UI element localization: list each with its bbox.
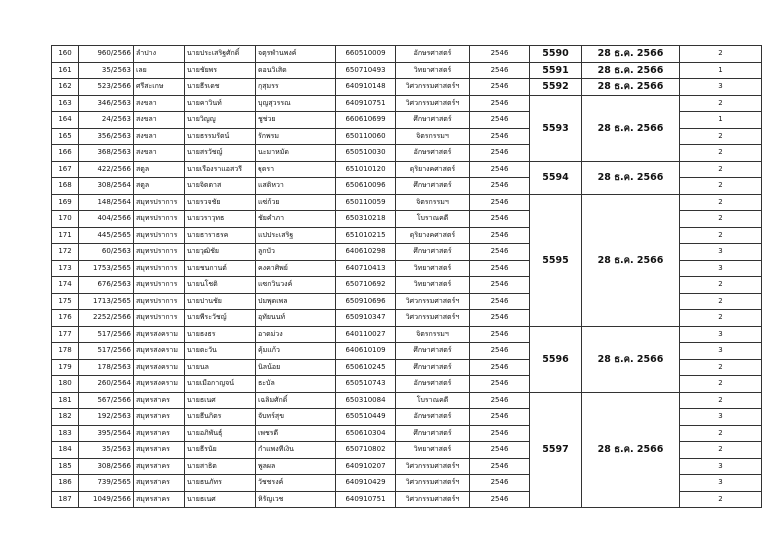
first-name-cell: นายเรืองราแอสวรี xyxy=(185,161,256,178)
last-name-cell: แซ่ก้วย xyxy=(256,194,336,211)
record-table xyxy=(51,45,762,508)
faculty-cell: วิศวกรรมศาสตร์ฯ xyxy=(396,95,470,112)
first-name-cell: นายวุฒิชัย xyxy=(185,244,256,261)
volume-cell: 3 xyxy=(680,458,762,475)
year-cell: 2546 xyxy=(470,310,530,327)
row-number-cell: 167 xyxy=(52,161,79,178)
faculty-cell: ศึกษาศาสตร์ xyxy=(396,112,470,129)
first-name-cell: นายรวจชัย xyxy=(185,194,256,211)
province-cell: สมุทรปราการ xyxy=(134,277,185,294)
document-number-cell: 5594 xyxy=(530,161,582,194)
year-cell: 2546 xyxy=(470,95,530,112)
first-name-cell: นายวิญญู xyxy=(185,112,256,129)
last-name-cell: นิลน้อย xyxy=(256,359,336,376)
faculty-cell: อักษรศาสตร์ xyxy=(396,46,470,63)
case-number-cell: 1713/2565 xyxy=(79,293,134,310)
volume-cell: 3 xyxy=(680,409,762,426)
row-number-cell: 162 xyxy=(52,79,79,96)
student-id-cell: 650710493 xyxy=(336,62,396,79)
row-number-cell: 176 xyxy=(52,310,79,327)
case-number-cell: 404/2566 xyxy=(79,211,134,228)
case-number-cell: 445/2565 xyxy=(79,227,134,244)
row-number-cell: 177 xyxy=(52,326,79,343)
province-cell: สมุทรสาคร xyxy=(134,458,185,475)
last-name-cell: อาดม่วง xyxy=(256,326,336,343)
case-number-cell: 308/2566 xyxy=(79,458,134,475)
volume-cell: 3 xyxy=(680,244,762,261)
first-name-cell: นายธีรเดช xyxy=(185,79,256,96)
row-number-cell: 187 xyxy=(52,491,79,508)
last-name-cell: ธะบัล xyxy=(256,376,336,393)
student-id-cell: 650510743 xyxy=(336,376,396,393)
volume-cell: 2 xyxy=(680,277,762,294)
volume-cell: 3 xyxy=(680,260,762,277)
first-name-cell: นายสาธิต xyxy=(185,458,256,475)
table-row xyxy=(52,62,762,79)
case-number-cell: 192/2563 xyxy=(79,409,134,426)
year-cell: 2546 xyxy=(470,194,530,211)
faculty-cell: อักษรศาสตร์ xyxy=(396,409,470,426)
row-number-cell: 186 xyxy=(52,475,79,492)
year-cell: 2546 xyxy=(470,392,530,409)
last-name-cell: จับทร์สุข xyxy=(256,409,336,426)
first-name-cell: นายจิตตาส xyxy=(185,178,256,195)
case-number-cell: 35/2563 xyxy=(79,442,134,459)
document-number-cell: 5595 xyxy=(530,194,582,326)
province-cell: สมุทรสาคร xyxy=(134,442,185,459)
student-id-cell: 650110060 xyxy=(336,128,396,145)
row-number-cell: 173 xyxy=(52,260,79,277)
student-id-cell: 640610298 xyxy=(336,244,396,261)
faculty-cell: ศึกษาศาสตร์ xyxy=(396,343,470,360)
case-number-cell: 178/2563 xyxy=(79,359,134,376)
faculty-cell: โบราณคดี xyxy=(396,392,470,409)
first-name-cell: นายอภิพันธุ์ xyxy=(185,425,256,442)
case-number-cell: 1753/2565 xyxy=(79,260,134,277)
table-row xyxy=(52,326,762,343)
volume-cell: 2 xyxy=(680,293,762,310)
volume-cell: 2 xyxy=(680,359,762,376)
case-number-cell: 676/2563 xyxy=(79,277,134,294)
case-number-cell: 60/2563 xyxy=(79,244,134,261)
faculty-cell: จิตรกรรมฯ xyxy=(396,194,470,211)
document-date-cell: 28 ธ.ค. 2566 xyxy=(582,46,680,63)
last-name-cell: เฉลิมศักดิ์ xyxy=(256,392,336,409)
volume-cell: 2 xyxy=(680,310,762,327)
faculty-cell: ดุริยางคศาสตร์ xyxy=(396,161,470,178)
volume-cell: 3 xyxy=(680,475,762,492)
faculty-cell: วิศวกรรมศาสตร์ฯ xyxy=(396,458,470,475)
faculty-cell: วิทยาศาสตร์ xyxy=(396,442,470,459)
document-number-cell: 5591 xyxy=(530,62,582,79)
volume-cell: 2 xyxy=(680,145,762,162)
faculty-cell: อักษรศาสตร์ xyxy=(396,376,470,393)
faculty-cell: วิทยาศาสตร์ xyxy=(396,260,470,277)
faculty-cell: วิทยาศาสตร์ xyxy=(396,62,470,79)
row-number-cell: 170 xyxy=(52,211,79,228)
document-date-cell: 28 ธ.ค. 2566 xyxy=(582,326,680,392)
table-row xyxy=(52,46,762,63)
faculty-cell: อักษรศาสตร์ xyxy=(396,145,470,162)
last-name-cell: คุ้มแก้ว xyxy=(256,343,336,360)
faculty-cell: จิตรกรรมฯ xyxy=(396,128,470,145)
document-date-cell: 28 ธ.ค. 2566 xyxy=(582,392,680,508)
last-name-cell: ฐุดรา xyxy=(256,161,336,178)
year-cell: 2546 xyxy=(470,260,530,277)
case-number-cell: 523/2566 xyxy=(79,79,134,96)
province-cell: สตูล xyxy=(134,178,185,195)
document-number-cell: 5597 xyxy=(530,392,582,508)
year-cell: 2546 xyxy=(470,46,530,63)
case-number-cell: 24/2563 xyxy=(79,112,134,129)
first-name-cell: นายวราวุทธ xyxy=(185,211,256,228)
last-name-cell: รักพรม xyxy=(256,128,336,145)
volume-cell: 2 xyxy=(680,425,762,442)
last-name-cell: ปมพุดเพล xyxy=(256,293,336,310)
last-name-cell: หิรัญเวช xyxy=(256,491,336,508)
first-name-cell: นายตะวัน xyxy=(185,343,256,360)
year-cell: 2546 xyxy=(470,425,530,442)
case-number-cell: 368/2563 xyxy=(79,145,134,162)
table-row xyxy=(52,161,762,178)
year-cell: 2546 xyxy=(470,145,530,162)
volume-cell: 3 xyxy=(680,79,762,96)
student-id-cell: 640910207 xyxy=(336,458,396,475)
case-number-cell: 148/2564 xyxy=(79,194,134,211)
province-cell: สมุทรสาคร xyxy=(134,409,185,426)
province-cell: สมุทรสงคราม xyxy=(134,326,185,343)
volume-cell: 2 xyxy=(680,491,762,508)
volume-cell: 2 xyxy=(680,227,762,244)
faculty-cell: วิศวกรรมศาสตร์ฯ xyxy=(396,310,470,327)
year-cell: 2546 xyxy=(470,376,530,393)
document-number-cell: 5593 xyxy=(530,95,582,161)
year-cell: 2546 xyxy=(470,343,530,360)
student-id-cell: 650510449 xyxy=(336,409,396,426)
year-cell: 2546 xyxy=(470,112,530,129)
first-name-cell: นายเมือกาญจน์ xyxy=(185,376,256,393)
student-id-cell: 650710802 xyxy=(336,442,396,459)
table-row xyxy=(52,95,762,112)
student-id-cell: 640910148 xyxy=(336,79,396,96)
last-name-cell: ชูช่วย xyxy=(256,112,336,129)
faculty-cell: โบราณคดี xyxy=(396,211,470,228)
case-number-cell: 2252/2566 xyxy=(79,310,134,327)
year-cell: 2546 xyxy=(470,326,530,343)
document-date-cell: 28 ธ.ค. 2566 xyxy=(582,79,680,96)
year-cell: 2546 xyxy=(470,458,530,475)
student-id-cell: 640910751 xyxy=(336,95,396,112)
student-id-cell: 640710413 xyxy=(336,260,396,277)
volume-cell: 1 xyxy=(680,112,762,129)
province-cell: สมุทรปราการ xyxy=(134,194,185,211)
row-number-cell: 175 xyxy=(52,293,79,310)
last-name-cell: บุญสุวรรณ xyxy=(256,95,336,112)
province-cell: สมุทรสงคราม xyxy=(134,343,185,360)
province-cell: สมุทรสาคร xyxy=(134,392,185,409)
student-id-cell: 650110059 xyxy=(336,194,396,211)
faculty-cell: ศึกษาศาสตร์ xyxy=(396,359,470,376)
last-name-cell: วัชชรงค์ xyxy=(256,475,336,492)
case-number-cell: 960/2566 xyxy=(79,46,134,63)
volume-cell: 2 xyxy=(680,376,762,393)
row-number-cell: 183 xyxy=(52,425,79,442)
student-id-cell: 650310218 xyxy=(336,211,396,228)
volume-cell: 2 xyxy=(680,128,762,145)
student-id-cell: 650910347 xyxy=(336,310,396,327)
province-cell: สมุทรปราการ xyxy=(134,244,185,261)
faculty-cell: ศึกษาศาสตร์ xyxy=(396,178,470,195)
table-row xyxy=(52,79,762,96)
last-name-cell: กุสุมรร xyxy=(256,79,336,96)
first-name-cell: นายธเนศ xyxy=(185,392,256,409)
province-cell: สมุทรสงคราม xyxy=(134,359,185,376)
row-number-cell: 184 xyxy=(52,442,79,459)
year-cell: 2546 xyxy=(470,227,530,244)
year-cell: 2546 xyxy=(470,491,530,508)
last-name-cell: จตุรพำนพงค์ xyxy=(256,46,336,63)
case-number-cell: 517/2566 xyxy=(79,326,134,343)
faculty-cell: จิตรกรรมฯ xyxy=(396,326,470,343)
volume-cell: 3 xyxy=(680,343,762,360)
province-cell: สมุทรสงคราม xyxy=(134,376,185,393)
table-row xyxy=(52,392,762,409)
faculty-cell: ดุริยางคศาสตร์ xyxy=(396,227,470,244)
volume-cell: 3 xyxy=(680,326,762,343)
document-date-cell: 28 ธ.ค. 2566 xyxy=(582,194,680,326)
row-number-cell: 166 xyxy=(52,145,79,162)
volume-cell: 2 xyxy=(680,442,762,459)
last-name-cell: พูลผล xyxy=(256,458,336,475)
student-id-cell: 651010215 xyxy=(336,227,396,244)
first-name-cell: นายธีนกิตร xyxy=(185,409,256,426)
province-cell: ศรีสะเกษ xyxy=(134,79,185,96)
first-name-cell: นายนล xyxy=(185,359,256,376)
first-name-cell: นายพีระวัชญ์ xyxy=(185,310,256,327)
first-name-cell: นายชนกานต์ xyxy=(185,260,256,277)
last-name-cell: อุทัยนนท์ xyxy=(256,310,336,327)
faculty-cell: วิทยาศาสตร์ xyxy=(396,277,470,294)
province-cell: สงขลา xyxy=(134,112,185,129)
row-number-cell: 180 xyxy=(52,376,79,393)
year-cell: 2546 xyxy=(470,277,530,294)
student-id-cell: 650710692 xyxy=(336,277,396,294)
province-cell: สมุทรปราการ xyxy=(134,211,185,228)
last-name-cell: คงคาศิพย์ xyxy=(256,260,336,277)
case-number-cell: 739/2565 xyxy=(79,475,134,492)
document-number-cell: 5596 xyxy=(530,326,582,392)
document-date-cell: 28 ธ.ค. 2566 xyxy=(582,161,680,194)
row-number-cell: 161 xyxy=(52,62,79,79)
case-number-cell: 260/2564 xyxy=(79,376,134,393)
year-cell: 2546 xyxy=(470,178,530,195)
first-name-cell: นายคาวินท์ xyxy=(185,95,256,112)
document-number-cell: 5590 xyxy=(530,46,582,63)
last-name-cell: แปประเสริฐ xyxy=(256,227,336,244)
first-name-cell: นายธาราธรค xyxy=(185,227,256,244)
case-number-cell: 308/2564 xyxy=(79,178,134,195)
first-name-cell: นายสรวัชญ์ xyxy=(185,145,256,162)
province-cell: สมุทรปราการ xyxy=(134,310,185,327)
volume-cell: 2 xyxy=(680,392,762,409)
province-cell: สงขลา xyxy=(134,95,185,112)
student-id-cell: 650610304 xyxy=(336,425,396,442)
volume-cell: 2 xyxy=(680,194,762,211)
student-id-cell: 650610245 xyxy=(336,359,396,376)
volume-cell: 2 xyxy=(680,95,762,112)
first-name-cell: นายธีรนัย xyxy=(185,442,256,459)
last-name-cell: แซกวินวงค์ xyxy=(256,277,336,294)
student-id-cell: 640110027 xyxy=(336,326,396,343)
first-name-cell: นายชัยพร xyxy=(185,62,256,79)
document-number-cell: 5592 xyxy=(530,79,582,96)
last-name-cell: ชัยคำภา xyxy=(256,211,336,228)
faculty-cell: วิศวกรรมศาสตร์ฯ xyxy=(396,79,470,96)
faculty-cell: ศึกษาศาสตร์ xyxy=(396,425,470,442)
row-number-cell: 165 xyxy=(52,128,79,145)
volume-cell: 2 xyxy=(680,161,762,178)
volume-cell: 2 xyxy=(680,46,762,63)
province-cell: สมุทรสาคร xyxy=(134,491,185,508)
province-cell: สมุทรปราการ xyxy=(134,227,185,244)
row-number-cell: 182 xyxy=(52,409,79,426)
year-cell: 2546 xyxy=(470,475,530,492)
last-name-cell: ดอนวิเสิด xyxy=(256,62,336,79)
case-number-cell: 422/2566 xyxy=(79,161,134,178)
row-number-cell: 172 xyxy=(52,244,79,261)
row-number-cell: 163 xyxy=(52,95,79,112)
year-cell: 2546 xyxy=(470,211,530,228)
student-id-cell: 650910696 xyxy=(336,293,396,310)
faculty-cell: ศึกษาศาสตร์ xyxy=(396,244,470,261)
case-number-cell: 395/2564 xyxy=(79,425,134,442)
province-cell: สมุทรปราการ xyxy=(134,260,185,277)
province-cell: สตูล xyxy=(134,161,185,178)
volume-cell: 2 xyxy=(680,211,762,228)
case-number-cell: 1049/2566 xyxy=(79,491,134,508)
case-number-cell: 517/2566 xyxy=(79,343,134,360)
first-name-cell: นายธเนศ xyxy=(185,491,256,508)
province-cell: สมุทรสาคร xyxy=(134,425,185,442)
first-name-cell: นายประเสริฐศักดิ์ xyxy=(185,46,256,63)
student-id-cell: 640910751 xyxy=(336,491,396,508)
year-cell: 2546 xyxy=(470,79,530,96)
last-name-cell: ลูกบัว xyxy=(256,244,336,261)
province-cell: สงขลา xyxy=(134,128,185,145)
year-cell: 2546 xyxy=(470,161,530,178)
student-id-cell: 640610109 xyxy=(336,343,396,360)
first-name-cell: นายปานชัย xyxy=(185,293,256,310)
row-number-cell: 160 xyxy=(52,46,79,63)
province-cell: ลำปาง xyxy=(134,46,185,63)
row-number-cell: 174 xyxy=(52,277,79,294)
case-number-cell: 346/2563 xyxy=(79,95,134,112)
year-cell: 2546 xyxy=(470,244,530,261)
row-number-cell: 179 xyxy=(52,359,79,376)
province-cell: เลย xyxy=(134,62,185,79)
first-name-cell: นายธรรมรัตน์ xyxy=(185,128,256,145)
table-row xyxy=(52,194,762,211)
student-id-cell: 650310084 xyxy=(336,392,396,409)
document-date-cell: 28 ธ.ค. 2566 xyxy=(582,95,680,161)
case-number-cell: 356/2563 xyxy=(79,128,134,145)
row-number-cell: 164 xyxy=(52,112,79,129)
student-id-cell: 660510009 xyxy=(336,46,396,63)
student-id-cell: 651010120 xyxy=(336,161,396,178)
province-cell: สมุทรสาคร xyxy=(134,475,185,492)
document-date-cell: 28 ธ.ค. 2566 xyxy=(582,62,680,79)
year-cell: 2546 xyxy=(470,359,530,376)
year-cell: 2546 xyxy=(470,442,530,459)
volume-cell: 2 xyxy=(680,178,762,195)
last-name-cell: เพชรดี xyxy=(256,425,336,442)
faculty-cell: วิศวกรรมศาสตร์ฯ xyxy=(396,475,470,492)
first-name-cell: นายธนภัทร xyxy=(185,475,256,492)
year-cell: 2546 xyxy=(470,409,530,426)
first-name-cell: นายธงธร xyxy=(185,326,256,343)
row-number-cell: 178 xyxy=(52,343,79,360)
student-id-cell: 650510030 xyxy=(336,145,396,162)
province-cell: สมุทรปราการ xyxy=(134,293,185,310)
year-cell: 2546 xyxy=(470,62,530,79)
province-cell: สงขลา xyxy=(134,145,185,162)
last-name-cell: แสติหวา xyxy=(256,178,336,195)
case-number-cell: 35/2563 xyxy=(79,62,134,79)
last-name-cell: กำแพงทีเงิน xyxy=(256,442,336,459)
year-cell: 2546 xyxy=(470,128,530,145)
first-name-cell: นายนโชติ xyxy=(185,277,256,294)
last-name-cell: นะมาหมัด xyxy=(256,145,336,162)
year-cell: 2546 xyxy=(470,293,530,310)
row-number-cell: 185 xyxy=(52,458,79,475)
row-number-cell: 171 xyxy=(52,227,79,244)
row-number-cell: 169 xyxy=(52,194,79,211)
student-id-cell: 640910429 xyxy=(336,475,396,492)
volume-cell: 1 xyxy=(680,62,762,79)
row-number-cell: 181 xyxy=(52,392,79,409)
student-id-cell: 650610096 xyxy=(336,178,396,195)
row-number-cell: 168 xyxy=(52,178,79,195)
faculty-cell: วิศวกรรมศาสตร์ฯ xyxy=(396,491,470,508)
faculty-cell: วิศวกรรมศาสตร์ฯ xyxy=(396,293,470,310)
case-number-cell: 567/2566 xyxy=(79,392,134,409)
student-id-cell: 660610699 xyxy=(336,112,396,129)
